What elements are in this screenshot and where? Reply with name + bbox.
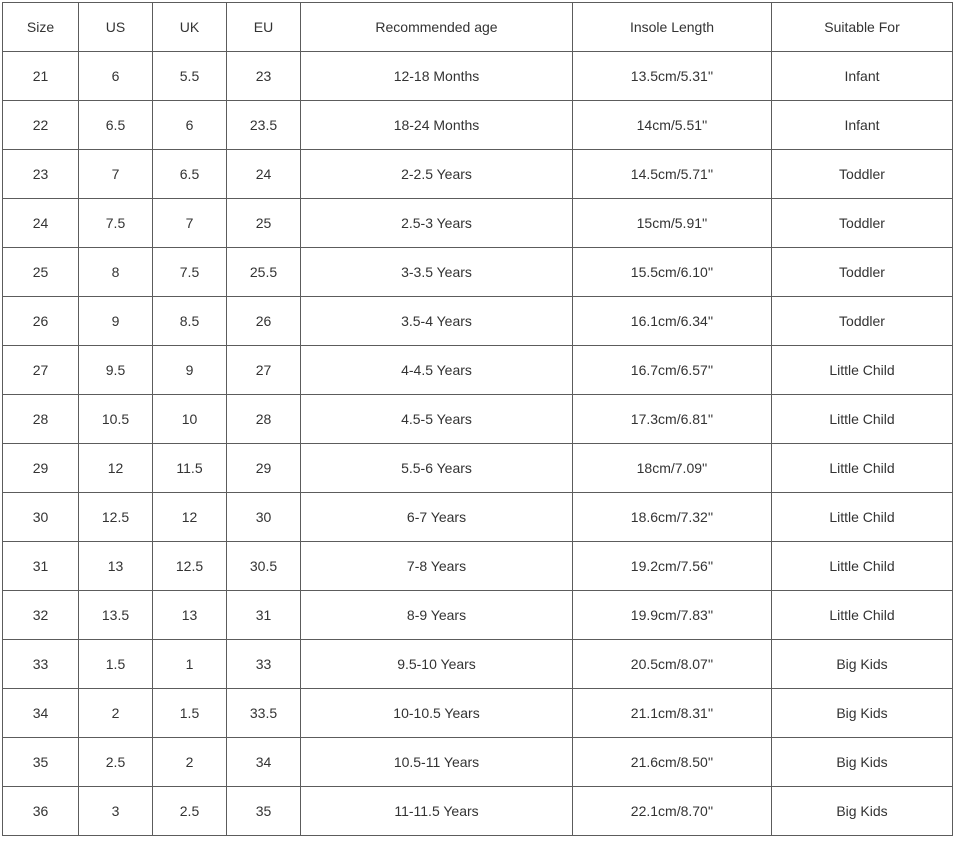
table-body [3,52,953,836]
cell-insole-length: 18cm/7.09'' [573,444,772,493]
cell-eu: 23.5 [227,101,301,150]
cell-recommended-age: 5.5-6 Years [301,444,573,493]
cell-uk: 6 [153,101,227,150]
cell-recommended-age: 10-10.5 Years [301,689,573,738]
column-header-eu: EU [227,3,301,52]
cell-uk: 7 [153,199,227,248]
cell-us: 6.5 [79,101,153,150]
cell-size: 29 [3,444,79,493]
cell-suitable-for: Toddler [772,150,953,199]
cell-uk: 2.5 [153,787,227,836]
cell-size: 34 [3,689,79,738]
cell-suitable-for: Toddler [772,199,953,248]
cell-us: 13 [79,542,153,591]
cell-recommended-age: 11-11.5 Years [301,787,573,836]
cell-insole-length: 13.5cm/5.31'' [573,52,772,101]
cell-uk: 10 [153,395,227,444]
cell-recommended-age: 2.5-3 Years [301,199,573,248]
cell-eu: 33 [227,640,301,689]
cell-size: 26 [3,297,79,346]
cell-size: 21 [3,52,79,101]
cell-insole-length: 21.1cm/8.31'' [573,689,772,738]
table-row [3,689,953,738]
cell-eu: 31 [227,591,301,640]
column-header-size: Size [3,3,79,52]
cell-suitable-for: Little Child [772,542,953,591]
cell-size: 22 [3,101,79,150]
cell-uk: 1.5 [153,689,227,738]
cell-us: 2 [79,689,153,738]
table-row [3,150,953,199]
cell-uk: 1 [153,640,227,689]
cell-eu: 30 [227,493,301,542]
cell-eu: 27 [227,346,301,395]
cell-eu: 30.5 [227,542,301,591]
cell-insole-length: 16.1cm/6.34'' [573,297,772,346]
cell-eu: 23 [227,52,301,101]
cell-insole-length: 16.7cm/6.57'' [573,346,772,395]
cell-size: 33 [3,640,79,689]
cell-size: 32 [3,591,79,640]
column-header-recommended-age: Recommended age [301,3,573,52]
cell-uk: 5.5 [153,52,227,101]
cell-size: 36 [3,787,79,836]
cell-suitable-for: Infant [772,52,953,101]
column-header-insole-length: Insole Length [573,3,772,52]
cell-size: 28 [3,395,79,444]
column-header-suitable-for: Suitable For [772,3,953,52]
cell-insole-length: 22.1cm/8.70'' [573,787,772,836]
cell-uk: 6.5 [153,150,227,199]
cell-recommended-age: 7-8 Years [301,542,573,591]
table-row [3,591,953,640]
cell-recommended-age: 4-4.5 Years [301,346,573,395]
cell-recommended-age: 3.5-4 Years [301,297,573,346]
cell-recommended-age: 10.5-11 Years [301,738,573,787]
cell-size: 35 [3,738,79,787]
cell-eu: 29 [227,444,301,493]
cell-eu: 34 [227,738,301,787]
table-row [3,297,953,346]
table-row [3,395,953,444]
cell-us: 7.5 [79,199,153,248]
cell-size: 25 [3,248,79,297]
cell-suitable-for: Big Kids [772,640,953,689]
cell-insole-length: 18.6cm/7.32'' [573,493,772,542]
column-header-uk: UK [153,3,227,52]
cell-recommended-age: 8-9 Years [301,591,573,640]
cell-recommended-age: 2-2.5 Years [301,150,573,199]
cell-suitable-for: Infant [772,101,953,150]
cell-size: 27 [3,346,79,395]
cell-suitable-for: Toddler [772,248,953,297]
cell-eu: 25.5 [227,248,301,297]
column-header-us: US [79,3,153,52]
table-row [3,493,953,542]
cell-us: 6 [79,52,153,101]
cell-insole-length: 19.9cm/7.83'' [573,591,772,640]
cell-suitable-for: Big Kids [772,738,953,787]
cell-us: 9.5 [79,346,153,395]
cell-eu: 24 [227,150,301,199]
cell-recommended-age: 12-18 Months [301,52,573,101]
cell-size: 24 [3,199,79,248]
cell-us: 10.5 [79,395,153,444]
cell-uk: 8.5 [153,297,227,346]
cell-eu: 25 [227,199,301,248]
cell-us: 12 [79,444,153,493]
cell-insole-length: 15cm/5.91'' [573,199,772,248]
cell-eu: 35 [227,787,301,836]
cell-uk: 9 [153,346,227,395]
cell-us: 3 [79,787,153,836]
cell-eu: 28 [227,395,301,444]
cell-us: 13.5 [79,591,153,640]
table-row [3,101,953,150]
cell-insole-length: 20.5cm/8.07'' [573,640,772,689]
table-row [3,787,953,836]
cell-suitable-for: Little Child [772,444,953,493]
cell-recommended-age: 4.5-5 Years [301,395,573,444]
table-row [3,52,953,101]
size-chart-table [2,2,953,836]
cell-insole-length: 21.6cm/8.50'' [573,738,772,787]
cell-size: 31 [3,542,79,591]
cell-suitable-for: Toddler [772,297,953,346]
cell-us: 2.5 [79,738,153,787]
cell-suitable-for: Little Child [772,346,953,395]
cell-insole-length: 14cm/5.51'' [573,101,772,150]
cell-insole-length: 15.5cm/6.10'' [573,248,772,297]
cell-recommended-age: 18-24 Months [301,101,573,150]
cell-insole-length: 17.3cm/6.81'' [573,395,772,444]
cell-eu: 26 [227,297,301,346]
cell-uk: 12 [153,493,227,542]
cell-uk: 13 [153,591,227,640]
table-row [3,199,953,248]
cell-uk: 7.5 [153,248,227,297]
cell-size: 30 [3,493,79,542]
cell-us: 12.5 [79,493,153,542]
cell-size: 23 [3,150,79,199]
cell-insole-length: 19.2cm/7.56'' [573,542,772,591]
cell-suitable-for: Little Child [772,493,953,542]
cell-recommended-age: 3-3.5 Years [301,248,573,297]
cell-us: 7 [79,150,153,199]
cell-uk: 11.5 [153,444,227,493]
cell-suitable-for: Big Kids [772,689,953,738]
table-row [3,346,953,395]
cell-recommended-age: 9.5-10 Years [301,640,573,689]
table-header-row [3,3,953,52]
cell-uk: 2 [153,738,227,787]
cell-us: 1.5 [79,640,153,689]
cell-recommended-age: 6-7 Years [301,493,573,542]
table-row [3,444,953,493]
table-row [3,640,953,689]
cell-suitable-for: Big Kids [772,787,953,836]
cell-suitable-for: Little Child [772,395,953,444]
cell-uk: 12.5 [153,542,227,591]
cell-us: 9 [79,297,153,346]
cell-insole-length: 14.5cm/5.71'' [573,150,772,199]
table-row [3,542,953,591]
table-row [3,248,953,297]
cell-eu: 33.5 [227,689,301,738]
cell-suitable-for: Little Child [772,591,953,640]
cell-us: 8 [79,248,153,297]
table-row [3,738,953,787]
